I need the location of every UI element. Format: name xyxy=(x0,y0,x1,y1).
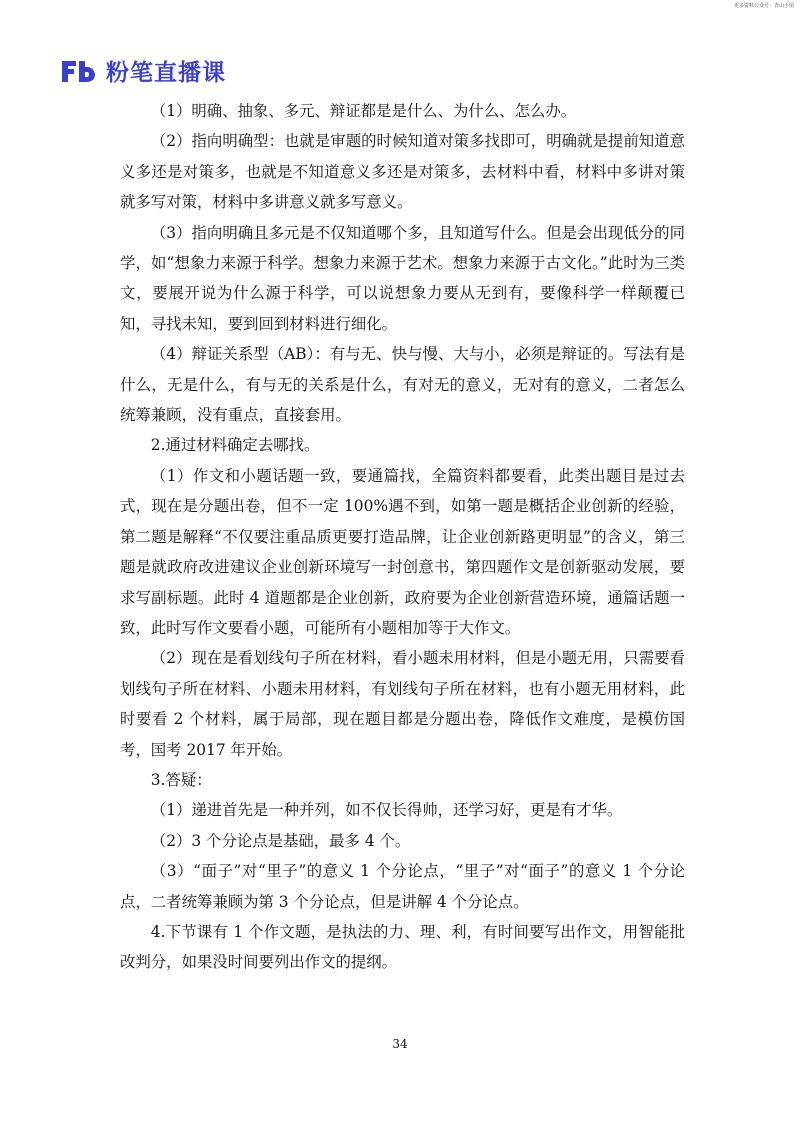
brand-logo xyxy=(60,54,226,87)
paragraph: （3）指向明确且多元是不仅知道哪个多，且知道写什么。但是会出现低分的同学，如“想象力来源于科学。想象力来源于艺术。想象力来源于古文化。”此时为三类文，要展开说为什么源于科学，可以说想象力要从无到有，要像科学一样颠覆已知，寻找未知，要到回到材料进行细化。 xyxy=(120,223,685,333)
paragraph: （1）明确、抽象、多元、辩证都是是什么、为什么、怎么办。 xyxy=(150,102,577,120)
section-heading: 3.答疑： xyxy=(150,770,212,789)
fb-logo-icon xyxy=(60,58,98,84)
document-body xyxy=(120,96,685,978)
paragraph: （3）“面子”对“里子”的意义 1 个分论点，“里子”对“面子”的意义 1 个分论点，二者统筹兼顾为第 3 个分论点，但是讲解 4 个分论点。 xyxy=(120,862,685,911)
paragraph: （4）辩证关系型（AB）：有与无、快与慢、大与小，必须是辩证的。写法有是什么，无是什么，有与无的关系是什么，有对无的意义，无对有的意义，二者怎么统筹兼顾，没有重点，直接套用。 xyxy=(120,345,685,425)
paragraph: （1）递进首先是一种并列，如不仅长得帅，还学习好，更是有才华。 xyxy=(150,801,623,820)
paragraph: （1）作文和小题话题一致，要通篇找，全篇资料都要看，此类出题目是过去式，现在是分题出卷，但不一定 100%遇不到，如第一题是概括企业创新的经验，第二题是解释“不仅要注重品质更要打造品牌，让企业创新路更明显”的含义，第三题是就政府改进建议企业创新环境写一封创意书，第四题作文是创新驱动发展，要求写副标题。此时 4 道题都是企业创新，政府要为企业创新营造环境，通篇话题一致，此时写作文要看小题，可能所有小题相加等于大作文。 xyxy=(120,466,685,637)
top-watermark-note: 更多资料公众号：青山小馆 xyxy=(733,3,794,9)
section-heading: 4.下节课有 1 个作文题，是执法的力、理、利，有时间要写出作文，用智能批改判分，如果没时间要列出作文的提纲。 xyxy=(120,922,685,972)
brand-name: 粉笔直播课 xyxy=(106,60,226,86)
paragraph: （2）指向明确型：也就是审题的时候知道对策多找即可，明确就是提前知道意义多还是对策多，也就是不知道意义多还是对策多，去材料中看，材料中多讲对策就多写对策，材料中多讲意义就多写意义。 xyxy=(120,132,685,212)
paragraph: （2）现在是看划线句子所在材料，看小题未用材料，但是小题无用，只需要看划线句子所在材料、小题未用材料，有划线句子所在材料，也有小题无用材料，此时要看 2 个材料，属于局部，现在题目都是分题出卷，降低作文难度，是模仿国考，国考 2017 年开始。 xyxy=(120,649,685,759)
paragraph: （2）3 个分论点是基础，最多 4 个。 xyxy=(150,831,411,850)
section-heading: 2.通过材料确定去哪找。 xyxy=(150,436,320,455)
page-number: 34 xyxy=(392,1037,408,1051)
